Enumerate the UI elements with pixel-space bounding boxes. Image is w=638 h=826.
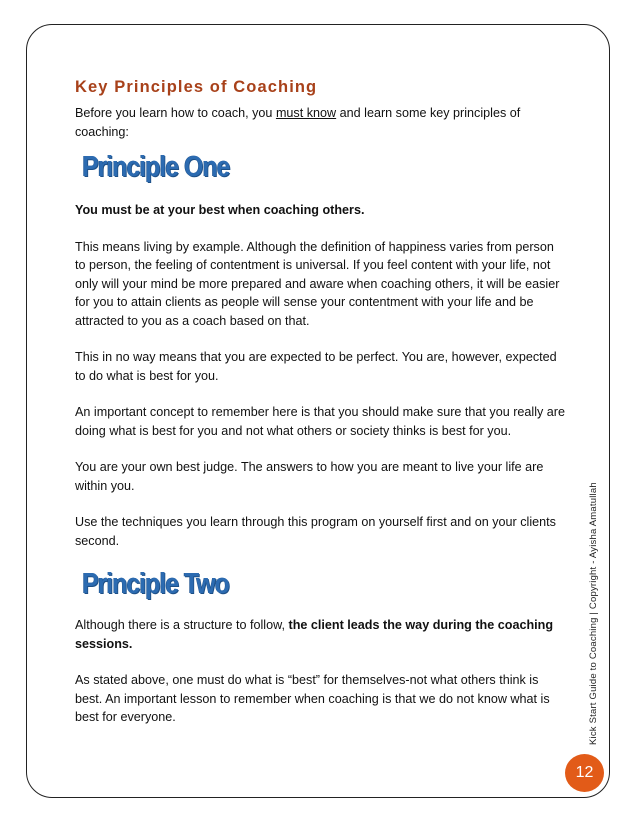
section-heading: Key Principles of Coaching bbox=[75, 78, 318, 96]
page-number-badge: 12 bbox=[565, 754, 604, 792]
principle-one-paragraph-1: This means living by example. Although the definition of happiness varies from person to person, the feeling of contentment is universal. If you feel content with your life, not only will your mind be more prepared and aware when coaching others, it will be easier for you to attain clients as people will sense your contentment with your life and be attracted to you as a coach based on that. bbox=[75, 239, 560, 328]
intro-paragraph bbox=[75, 104, 565, 141]
side-footer-text: Kick Start Guide to Coaching | Copyright - Ayisha Amatullah bbox=[588, 482, 599, 745]
intro-after: and learn some key principles of coaching: bbox=[75, 106, 521, 139]
principle-one-paragraph-2: This in no way means that you are expected to be perfect. You are, however, expected to do what is best for you. bbox=[75, 350, 557, 383]
intro-underlined: must know bbox=[275, 106, 337, 120]
principle-two-paragraph-1: As stated above, one must do what is “best” for themselves-not what others think is best. An important lesson to remember when coaching is that we do not know what is best for everyone. bbox=[75, 673, 550, 724]
principle-two-lead bbox=[75, 616, 565, 653]
principle-one-title: Principle One bbox=[82, 151, 230, 183]
page-content bbox=[75, 76, 565, 727]
principle-two-lead-bold: the client leads the way during the coaching sessions. bbox=[75, 618, 554, 651]
principle-two-lead-text: Although there is a structure to follow, bbox=[75, 618, 289, 632]
principle-one-paragraph-4: You are your own best judge. The answers to how you are meant to live your life are within you. bbox=[75, 460, 544, 493]
principle-one-paragraph-5: Use the techniques you learn through this program on yourself first and on your clients second. bbox=[75, 515, 556, 548]
principle-one-statement: You must be at your best when coaching others. bbox=[75, 203, 365, 217]
intro-before: Before you learn how to coach, you bbox=[75, 106, 276, 120]
principle-two-title: Principle Two bbox=[82, 568, 229, 600]
principle-one-paragraph-3: An important concept to remember here is that you should make sure that you really are doing what is best for you and not what others or society thinks is best for you. bbox=[75, 405, 566, 438]
